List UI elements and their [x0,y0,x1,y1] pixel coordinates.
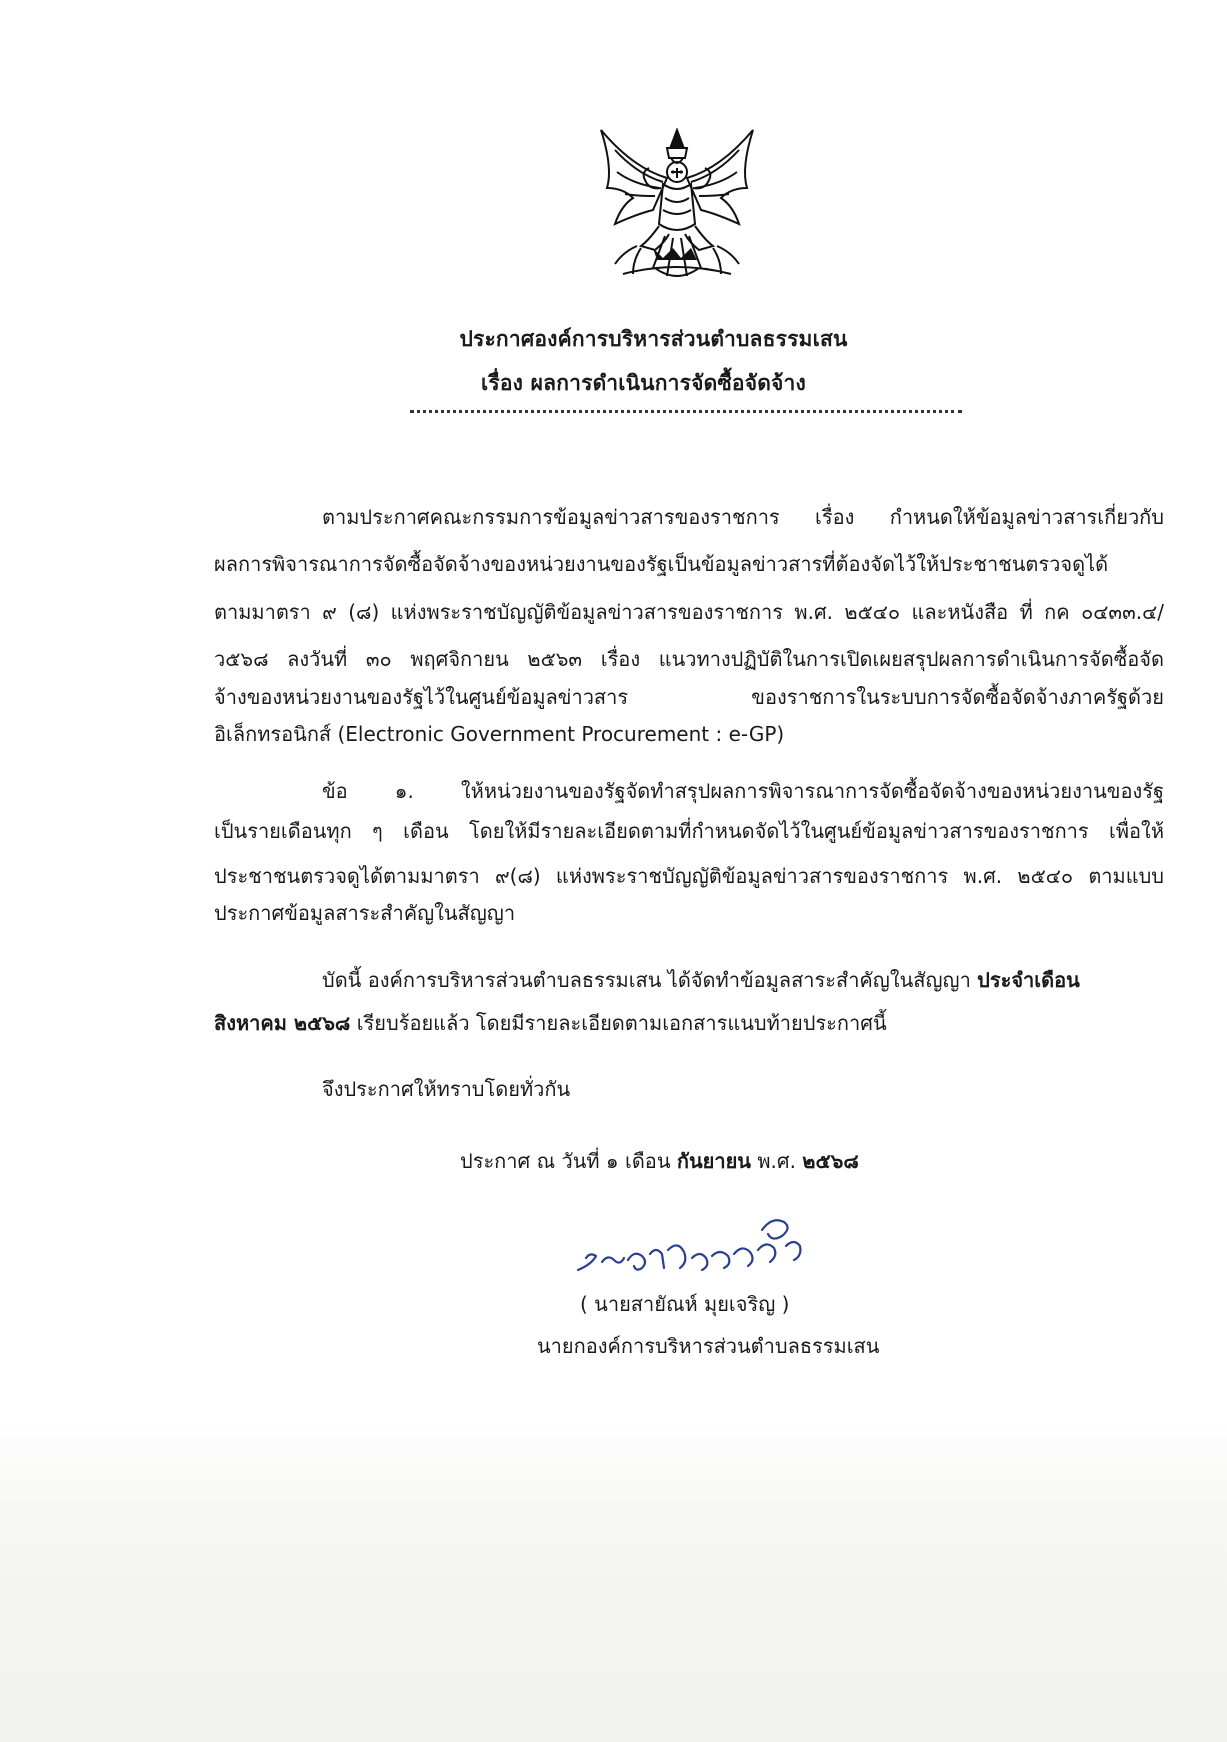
date-prefix: ประกาศ ณ วันที่ ๑ เดือน [460,1149,677,1173]
month-year-bold: สิงหาคม ๒๕๖๘ [214,1011,351,1035]
closing-statement: จึงประกาศให้ทราบโดยทั่วกัน [322,1077,571,1101]
handwritten-signature [572,1210,812,1282]
body-text: เรียบร้อยแล้ว โดยมีรายละเอียดตามเอกสารแนบท้ายประกาศนี้ [350,1011,887,1035]
announcement-title: ประกาศองค์การบริหารส่วนตำบลธรรมเสน [459,327,848,351]
body-text: บัดนี้ องค์การบริหารส่วนตำบลธรรมเสน ได้จัดทำข้อมูลสาระสำคัญในสัญญา [322,968,978,992]
paper-shadow [0,1420,1227,1742]
signer-position: นายกองค์การบริหารส่วนตำบลธรรมเสน [537,1334,880,1358]
announcement-subject: เรื่อง ผลการดำเนินการจัดซื้อจัดจ้าง [481,371,806,395]
paragraph-line: ว๕๖๘ ลงวันที่ ๓๐ พฤศจิกายน ๒๕๖๓ เรื่อง แนวทางปฏิบัติในการเปิดเผยสรุปผลการดำเนินการจัดซื้อจัด [214,647,1164,671]
signer-name: ( นายสายัณห์ มุยเจริญ ) [580,1292,790,1316]
paragraph-line: ประกาศข้อมูลสาระสำคัญในสัญญา [214,901,516,925]
announcement-date [460,1145,859,1177]
date-year: ๒๕๖๘ [802,1149,859,1173]
garuda-emblem-icon [593,128,761,286]
paragraph-line: จ้างของหน่วยงานของรัฐไว้ในศูนย์ข้อมูลข่าวสาร ของราชการในระบบการจัดซื้อจัดจ้างภาครัฐด้วย [214,685,1164,709]
paragraph-line: ข้อ ๑. ให้หน่วยงานของรัฐจัดทำสรุปผลการพิจารณาการจัดซื้อจัดจ้างของหน่วยงานของรัฐ [322,779,1164,803]
date-month: กันยายน [676,1149,751,1173]
paragraph-line: ผลการพิจารณาการจัดซื้อจัดจ้างของหน่วยงานของรัฐเป็นข้อมูลข่าวสารที่ต้องจัดไว้ให้ประชาชนตรวจดูได้ [214,552,1109,576]
paragraph-line: อิเล็กทรอนิกส์ (Electronic Government Procurement : e-GP) [214,722,785,746]
date-era: พ.ศ. [750,1149,803,1173]
dotted-divider [410,410,962,417]
paragraph-line: ประชาชนตรวจดูได้ตามมาตรา ๙(๘) แห่งพระราชบัญญัติข้อมูลข่าวสารของราชการ พ.ศ. ๒๕๔๐ ตามแบบ [214,864,1164,888]
paragraph-line [214,1010,1164,1036]
paragraph-line: เป็นรายเดือนทุก ๆ เดือน โดยให้มีรายละเอียดตามที่กำหนดจัดไว้ในศูนย์ข้อมูลข่าวสารของราชการ เพื่อให้ [214,819,1164,843]
paragraph-line: ตามมาตรา ๙ (๘) แห่งพระราชบัญญัติข้อมูลข่าวสารของราชการ พ.ศ. ๒๕๔๐ และหนังสือ ที่ กค ๐๔๓๓.๔/ [214,600,1164,624]
month-label-bold: ประจำเดือน [977,968,1080,992]
paragraph-line [322,967,1164,993]
paragraph-line: ตามประกาศคณะกรรมการข้อมูลข่าวสารของราชการ เรื่อง กำหนดให้ข้อมูลข่าวสารเกี่ยวกับ [322,505,1164,529]
